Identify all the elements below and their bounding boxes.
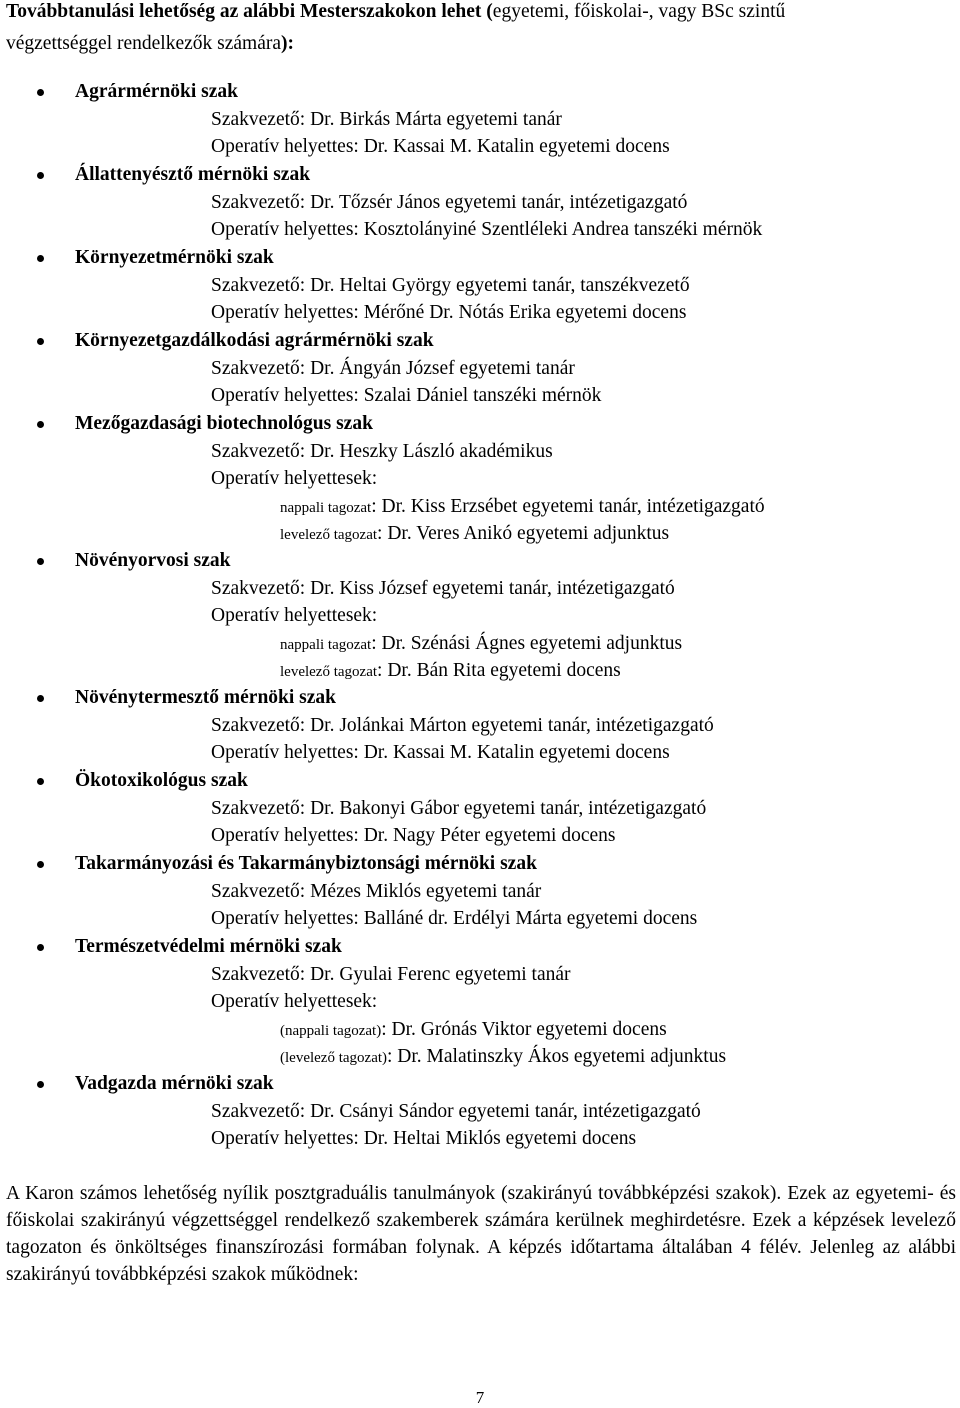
deputy-name: : Dr. Grónás Viktor egyetemi docens	[381, 1018, 667, 1040]
deputy-sub-row	[280, 659, 621, 684]
program-deputy: Operatív helyettes: Dr. Kassai M. Katalin egyetemi docens	[211, 742, 670, 763]
bullet-icon	[37, 1081, 44, 1088]
program-deputy: Operatív helyettes: Kosztolányiné Szentléleki Andrea tanszéki mérnök	[211, 219, 763, 240]
program-leader: Szakvezető: Dr. Birkás Márta egyetemi tanár	[211, 108, 562, 130]
deputy-sub-row	[280, 1018, 667, 1043]
program-name: Környezetmérnöki szak	[75, 247, 274, 268]
program-leader: Szakvezető: Dr. Heltai György egyetemi tanár, tanszékvezető	[211, 274, 690, 296]
program-name: Növénytermesztő mérnöki szak	[75, 687, 337, 708]
deputy-name: : Dr. Bán Rita egyetemi docens	[377, 660, 621, 681]
bullet-icon	[37, 255, 44, 262]
heading-line-1: Továbbtanulási lehetőség az alábbi Mesterszakokon lehet (egyetemi, főiskolai-, vagy BSc szintű	[6, 1, 786, 22]
program-deputy: Operatív helyettesek:	[211, 605, 378, 626]
bullet-icon	[37, 421, 44, 428]
program-name: Állattenyésztő mérnöki szak	[75, 164, 311, 185]
program-deputy: Operatív helyettes: Dr. Heltai Miklós egyetemi docens	[211, 1128, 637, 1149]
tagozat-label: (levelező tagozat)	[280, 1050, 388, 1066]
deputy-sub-row	[280, 495, 765, 520]
bullet-icon	[37, 172, 44, 179]
deputy-name: : Dr. Kiss Erzsébet egyetemi tanár, intézetigazgató	[371, 495, 765, 517]
closing-paragraph: A Karon számos lehetőség nyílik posztgraduális tanulmányok (szakirányú továbbképzési szakok). Ezek az egyetemi- és főiskolai szakirányú végzettséggel rendelkező szakemberek számára kerülnek meghirdetésre. Ezek a képzések levelező tagozaton és önköltséges finanszírozási formában folynak. A képzés időtartama általában 4 félév. Jelenleg az alábbi szakirányú továbbképzési szakok működnek:	[6, 1183, 956, 1285]
program-name: Növényorvosi szak	[75, 550, 231, 571]
program-deputy: Operatív helyettes: Dr. Kassai M. Katalin egyetemi docens	[211, 136, 670, 157]
program-name: Ökotoxikológus szak	[75, 770, 248, 791]
bullet-icon	[37, 338, 44, 345]
program-deputy: Operatív helyettes: Szalai Dániel tanszéki mérnök	[211, 385, 602, 406]
program-leader: Szakvezető: Dr. Bakonyi Gábor egyetemi tanár, intézetigazgató	[211, 797, 707, 819]
program-leader: Szakvezető: Dr. Ángyán József egyetemi tanár	[211, 357, 575, 379]
program-leader: Szakvezető: Dr. Tőzsér János egyetemi tanár, intézetigazgató	[211, 191, 688, 213]
deputy-name: : Dr. Malatinszky Ákos egyetemi adjunktus	[387, 1046, 727, 1067]
program-name: Mezőgazdasági biotechnológus szak	[75, 413, 373, 434]
program-name: Takarmányozási és Takarmánybiztonsági mérnöki szak	[75, 853, 537, 874]
program-name: Agrármérnöki szak	[75, 81, 239, 102]
program-leader: Szakvezető: Dr. Csányi Sándor egyetemi tanár, intézetigazgató	[211, 1100, 701, 1122]
page-number: 7	[475, 1388, 485, 1407]
program-name: Vadgazda mérnöki szak	[75, 1073, 274, 1094]
bullet-icon	[37, 558, 44, 565]
program-name: Természetvédelmi mérnöki szak	[75, 936, 342, 957]
program-deputy: Operatív helyettesek:	[211, 468, 378, 489]
program-name: Környezetgazdálkodási agrármérnöki szak	[75, 330, 434, 351]
tagozat-label: nappali tagozat	[280, 636, 372, 653]
program-deputy: Operatív helyettes: Dr. Nagy Péter egyetemi docens	[211, 825, 616, 846]
program-deputy: Operatív helyettes: Balláné dr. Erdélyi Márta egyetemi docens	[211, 908, 698, 929]
bullet-icon	[37, 89, 44, 96]
program-leader: Szakvezető: Dr. Heszky László akadémikus	[211, 440, 553, 462]
program-leader: Szakvezető: Dr. Jolánkai Márton egyetemi tanár, intézetigazgató	[211, 714, 714, 736]
tagozat-label: (nappali tagozat)	[280, 1022, 382, 1039]
program-leader: Szakvezető: Dr. Kiss József egyetemi tanár, intézetigazgató	[211, 577, 675, 599]
deputy-name: : Dr. Veres Anikó egyetemi adjunktus	[377, 523, 670, 544]
program-deputy: Operatív helyettes: Mérőné Dr. Nótás Erika egyetemi docens	[211, 302, 687, 323]
program-deputy: Operatív helyettesek:	[211, 991, 378, 1012]
deputy-name: : Dr. Szénási Ágnes egyetemi adjunktus	[371, 632, 683, 654]
bullet-icon	[37, 861, 44, 868]
bullet-icon	[37, 695, 44, 702]
bullet-icon	[37, 944, 44, 951]
deputy-sub-row	[280, 522, 669, 547]
tagozat-label: levelező tagozat	[280, 664, 378, 680]
deputy-sub-row	[280, 632, 682, 657]
deputy-sub-row	[280, 1045, 726, 1070]
bullet-icon	[37, 778, 44, 785]
program-leader: Szakvezető: Dr. Gyulai Ferenc egyetemi tanár	[211, 963, 571, 985]
tagozat-label: nappali tagozat	[280, 499, 372, 516]
tagozat-label: levelező tagozat	[280, 527, 378, 543]
heading-line-2: végzettséggel rendelkezők számára):	[6, 33, 295, 54]
program-leader: Szakvezető: Mézes Miklós egyetemi tanár	[211, 880, 542, 902]
